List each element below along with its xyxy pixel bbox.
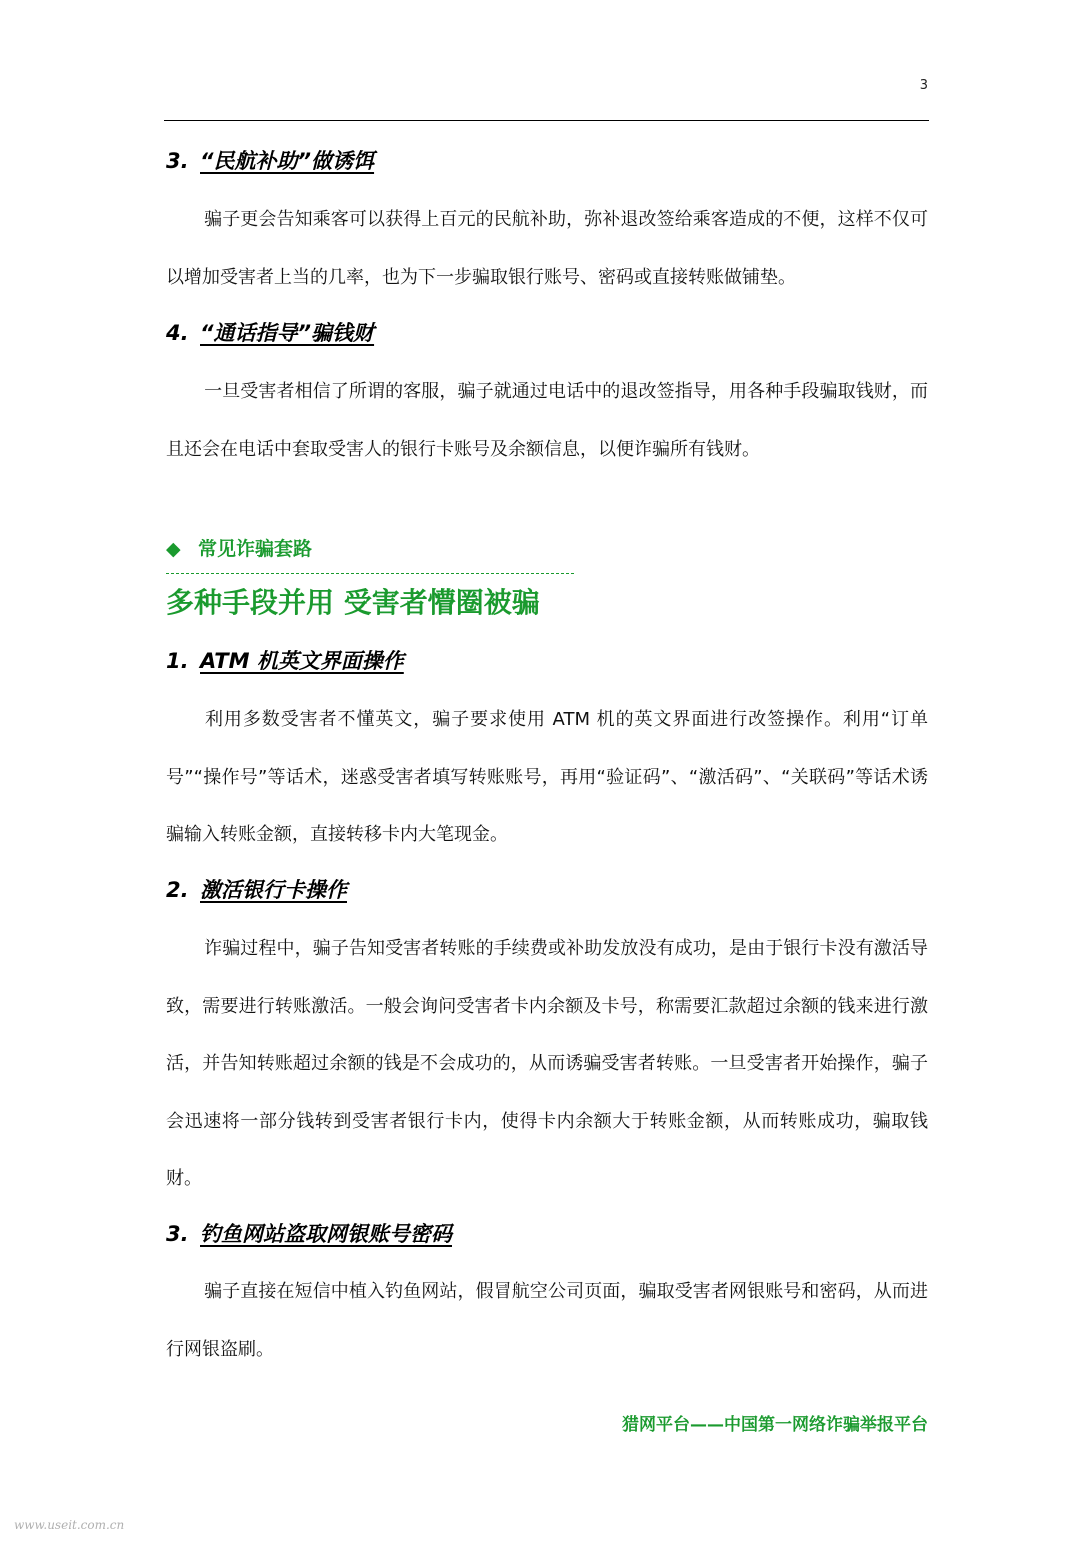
paragraph-text: 利用多数受害者不懂英文，骗子要求使用 ATM 机的英文界面进行改签操作。利用“订单号”“操作号”等话术，迷惑受害者填写转账账号，再用“验证码”、“激活码”、“关联码”等话术诱骗输入转账金额，直接转移卡内大笔现金。 [166, 709, 928, 845]
footer-slogan: 猎网平台——中国第一网络诈骗举报平台 [622, 1415, 928, 1435]
paragraph-activate-bank-card [166, 920, 928, 1208]
heading-civil-aviation-subsidy [166, 151, 374, 172]
heading-number: 2. [166, 878, 189, 902]
section-label [166, 540, 312, 559]
paragraph-text: 骗子更会告知乘客可以获得上百元的民航补助，弥补退改签给乘客造成的不便，这样不仅可以增加受害者上当的几率，也为下一步骗取银行账号、密码或直接转账做铺垫。 [166, 209, 928, 288]
diamond-bullet-icon: ◆ [166, 538, 181, 560]
heading-phishing-site [166, 1224, 452, 1245]
paragraph-text: 一旦受害者相信了所谓的客服，骗子就通过电话中的退改签指导，用各种手段骗取钱财，而且还会在电话中套取受害人的银行卡账号及余额信息，以便诈骗所有钱财。 [166, 381, 928, 460]
heading-title: 钓鱼网站盗取网银账号密码 [200, 1222, 452, 1246]
watermark: www.useit.com.cn [14, 1518, 125, 1532]
section-title: 多种手段并用 受害者懵圈被骗 [166, 586, 540, 619]
paragraph-phishing-site [166, 1263, 928, 1378]
heading-number: 3. [166, 1222, 189, 1246]
paragraph-text: 诈骗过程中，骗子告知受害者转账的手续费或补助发放没有成功，是由于银行卡没有激活导致，需要进行转账激活。一般会询问受害者卡内余额及卡号，称需要汇款超过余额的钱来进行激活，并告知转账超过余额的钱是不会成功的，从而诱骗受害者转账。一旦受害者开始操作，骗子会迅速将一部分钱转到受害者银行卡内，使得卡内余额大于转账金额，从而转账成功，骗取钱财。 [166, 938, 928, 1189]
paragraph-text: 骗子直接在短信中植入钓鱼网站，假冒航空公司页面，骗取受害者网银账号和密码，从而进行网银盗刷。 [166, 1281, 928, 1360]
page-number: 3 [919, 78, 928, 93]
heading-atm-english-interface [166, 651, 404, 672]
paragraph-call-guidance [166, 363, 928, 478]
header-rule [164, 120, 929, 121]
heading-number: 1. [166, 649, 189, 673]
heading-title: “民航补助”做诱饵 [200, 149, 375, 173]
heading-call-guidance [166, 323, 374, 344]
section-dashed-rule [166, 573, 574, 574]
paragraph-civil-aviation-subsidy [166, 191, 928, 306]
heading-number: 3. [166, 149, 189, 173]
heading-activate-bank-card [166, 880, 347, 901]
paragraph-atm-english-interface [166, 691, 928, 864]
heading-title: 激活银行卡操作 [200, 878, 347, 902]
heading-title: “通话指导”骗钱财 [200, 321, 375, 345]
section-label-text: 常见诈骗套路 [198, 538, 313, 560]
heading-title: ATM 机英文界面操作 [200, 649, 404, 673]
heading-number: 4. [166, 321, 189, 345]
